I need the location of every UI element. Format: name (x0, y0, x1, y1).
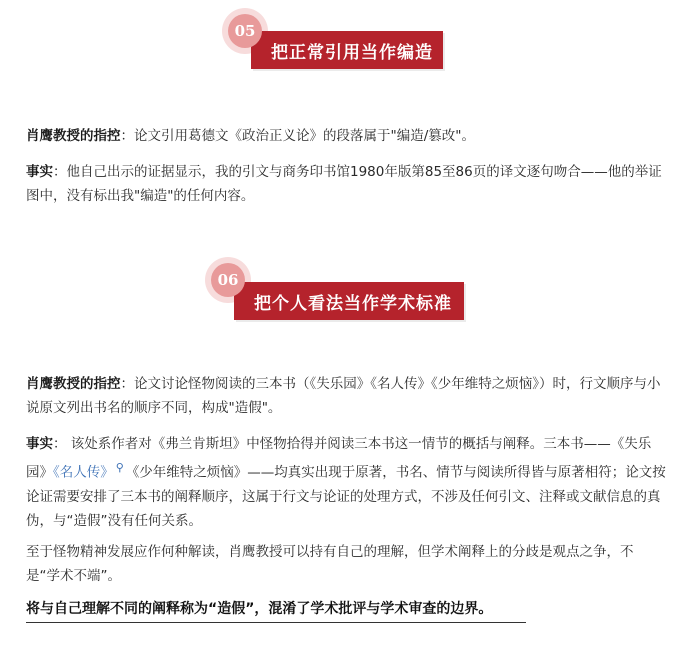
claim-text: ：论文讨论怪物阅读的三本书（《失乐园》《名人传》《少年维特之烦恼》）时，行文顺序与小说原文列出书名的顺序不同，构成"造假"。 (26, 376, 661, 416)
section-06-claim (26, 372, 666, 420)
section-06-extra (26, 540, 666, 588)
section-05-title-badge (251, 31, 443, 69)
claim-label: 肖鹰教授的指控 (26, 128, 121, 144)
section-05-fact (26, 160, 666, 208)
fact-text-1: ： 该处系作者对《弗兰肯斯坦》中怪物拾得并阅读三本书这一情节的概括与阐释。三本书——《失乐园》 (26, 436, 652, 481)
claim-label: 肖鹰教授的指控 (26, 376, 121, 392)
search-icon[interactable]: ⚲ (115, 461, 124, 474)
section-05-number: 05 (228, 14, 262, 48)
section-05-title: 把正常引用当作编造 (271, 42, 433, 63)
fact-label: 事实 (26, 436, 53, 452)
fact-label: 事实 (26, 164, 53, 180)
section-06-number: 06 (211, 263, 245, 297)
section-05-claim (26, 124, 666, 148)
extra-text: 至于怪物精神发展应作何种解读，肖鹰教授可以持有自己的理解，但学术阐释上的分歧是观点之争，不是“学术不端”。 (26, 544, 634, 584)
book-link[interactable]: 《名人传》 (53, 464, 114, 481)
fact-text-2: 《少年维特之烦恼》——均真实出现于原著，书名、情节与阅读所得皆与原著相符；论文按论证需要安排了三本书的阐释顺序，这属于行文与论证的处理方式，不涉及任何引文、注释或文献信息的真伪，与“造假”没有任何关系。 (26, 464, 666, 529)
section-06-fact (26, 432, 666, 533)
fact-text: ：他自己出示的证据显示，我的引文与商务印书馆1980年版第85至86页的译文逐句吻合——他的举证图中，没有标出我"编造"的任何内容。 (26, 164, 662, 204)
section-06-title-badge (234, 282, 464, 320)
section-06-summary: 将与自己理解不同的阐释称为“造假”，混淆了学术批评与学术审查的边界。 (26, 598, 526, 623)
claim-text: ：论文引用葛德文《政治正义论》的段落属于"编造/篡改"。 (120, 128, 475, 144)
section-06-title: 把个人看法当作学术标准 (254, 293, 452, 314)
